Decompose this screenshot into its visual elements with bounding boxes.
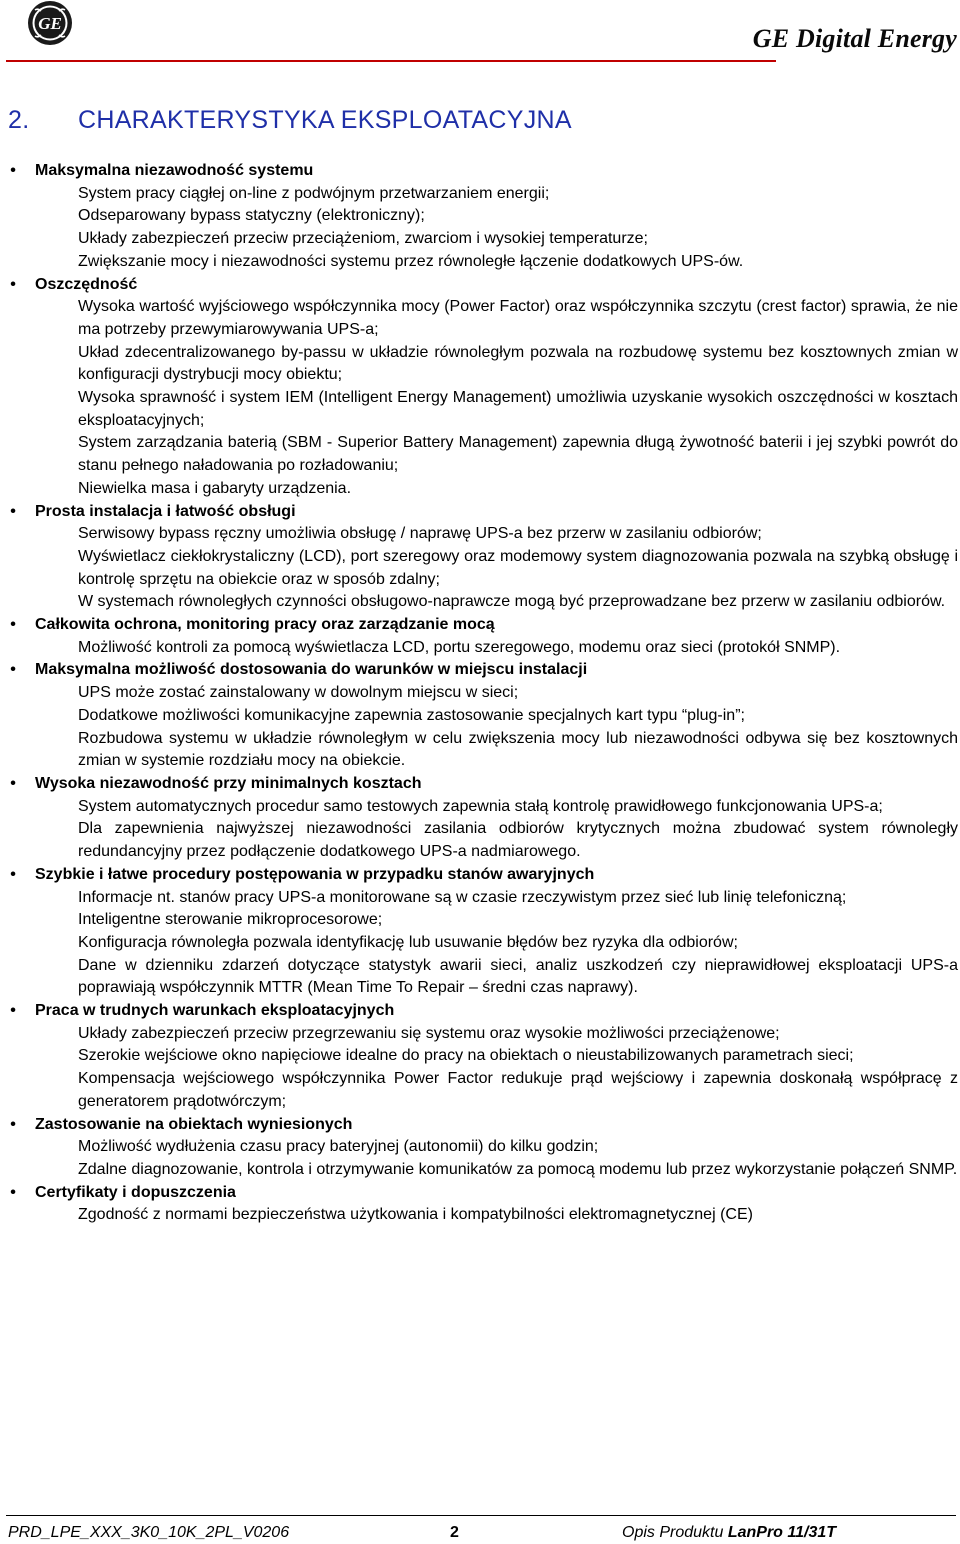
feature-section-title-text: Praca w trudnych warunkach eksploatacyjnych: [35, 1002, 395, 1020]
feature-section-title-text: Maksymalna możliwość dostosowania do warunków w miejscu instalacji: [35, 661, 588, 679]
feature-section-title-text: Maksymalna niezawodność systemu: [35, 162, 314, 179]
feature-item: Wyświetlacz ciekłokrystaliczny (LCD), port szeregowy oraz modemowy system diagnozowania pozwala na szybką obsługę i kontrolę sprzętu na obiekcie oraz w sposób zdalny;: [78, 547, 958, 588]
feature-section: [8, 614, 958, 659]
feature-item: Rozbudowa systemu w układzie równoległym w celu zwiększenia mocy lub niezawodności odbywa się bez kosztownych zmian w systemie rozdziału mocy na obiekcie.: [78, 729, 958, 770]
logo-text: GE: [38, 14, 62, 33]
bullet-icon: •: [10, 1115, 16, 1133]
feature-item: Szerokie wejściowe okno napięciowe idealne do pracy na obiektach o nieustabilizowanych parametrach sieci;: [78, 1047, 854, 1065]
feature-section: [8, 501, 958, 615]
feature-section-title-text: Prosta instalacja i łatwość obsługi: [35, 502, 296, 520]
feature-section-title: [8, 160, 958, 183]
feature-section-title: [8, 1182, 958, 1205]
feature-section-title-text: Oszczędność: [35, 275, 138, 293]
feature-section: [8, 160, 958, 274]
footer-product-prefix: Opis Produktu: [622, 1524, 728, 1541]
document-body: [8, 160, 958, 1227]
feature-item: Dane w dzienniku zdarzeń dotyczące statystyk awarii sieci, analiz uszkodzeń czy nieprawidłowej eksploatacji UPS-a poprawiają współczynnik MTTR (Mean Time To Repair – średni czas naprawy).: [78, 956, 958, 997]
feature-item: Dla zapewnienia najwyższej niezawodności zasilania odbiorów krytycznych można zbudować system równoległy redundancyjny przez podłączenie dodatkowego UPS-a nadmiarowego.: [78, 820, 958, 861]
feature-item: Dodatkowe możliwości komunikacyjne zapewnia zastosowanie specjalnych kart typu “plug-in”;: [78, 706, 745, 724]
feature-item: Zwiększanie mocy i niezawodności systemu przez równoległe łączenie dodatkowych UPS-ów.: [78, 252, 744, 270]
feature-items: [8, 682, 958, 773]
header-divider: [6, 60, 776, 62]
feature-section-title-text: Całkowita ochrona, monitoring pracy oraz zarządzanie mocą: [35, 616, 495, 634]
bullet-icon: •: [10, 502, 16, 520]
feature-section: [8, 1000, 958, 1114]
footer-product-name: LanPro 11/31T: [727, 1524, 837, 1541]
feature-section-title: [8, 501, 958, 524]
bullet-icon: •: [10, 774, 16, 792]
bullet-icon: •: [10, 162, 16, 179]
feature-items: [8, 183, 958, 274]
feature-items: [8, 887, 958, 1001]
feature-items: [8, 1136, 958, 1181]
feature-item: Konfiguracja równoległa pozwala identyfikację lub usuwanie błędów bez ryzyka dla odbiorów;: [78, 933, 738, 951]
footer-divider: [6, 1515, 956, 1516]
feature-item: W systemach równoległych czynności obsługowo-naprawcze mogą być przeprowadzane bez przerw w zasilaniu odbiorów.: [78, 593, 946, 611]
feature-section-title-text: Zastosowanie na obiektach wyniesionych: [35, 1115, 353, 1133]
bullet-icon: •: [10, 865, 16, 883]
feature-item: Wysoka wartość wyjściowego współczynnika mocy (Power Factor) oraz współczynnika szczytu (crest factor) sprawia, że nie ma potrzeby przewymiarowywania UPS-a;: [78, 298, 958, 338]
feature-items: [8, 637, 958, 660]
feature-section: [8, 1114, 958, 1182]
section-heading: [8, 106, 572, 135]
bullet-icon: •: [10, 275, 16, 293]
feature-item: System pracy ciągłej on-line z podwójnym przetwarzaniem energii;: [78, 184, 550, 202]
feature-section-title-text: Wysoka niezawodność przy minimalnych kosztach: [35, 774, 422, 792]
feature-section-title: [8, 1000, 958, 1023]
feature-section: [8, 864, 958, 1000]
feature-item: Zdalne diagnozowanie, kontrola i otrzymywanie komunikatów za pomocą modemu lub przez wykorzystanie połączeń SNMP.: [78, 1160, 958, 1178]
feature-section-title: [8, 274, 958, 297]
feature-section: [8, 659, 958, 773]
feature-item: Układy zabezpieczeń przeciw przeciążeniom, zwarciom i wysokiej temperaturze;: [78, 230, 648, 248]
feature-items: [8, 1204, 958, 1227]
bullet-icon: •: [10, 616, 16, 634]
feature-items: [8, 796, 958, 864]
feature-section-title: [8, 614, 958, 637]
footer-product: [622, 1524, 836, 1542]
feature-items: [8, 1023, 958, 1114]
heading-number: 2.: [8, 106, 30, 134]
brand-name: GE Digital Energy: [752, 24, 957, 53]
bullet-icon: •: [10, 661, 16, 679]
feature-item: Możliwość wydłużenia czasu pracy bateryjnej (autonomii) do kilku godzin;: [78, 1138, 599, 1156]
feature-section-title: [8, 773, 958, 796]
footer-page-number: 2: [450, 1524, 459, 1541]
bullet-icon: •: [10, 1183, 16, 1201]
footer-doc-code: PRD_LPE_XXX_3K0_10K_2PL_V0206: [8, 1524, 290, 1541]
feature-item: Układy zabezpieczeń przeciw przegrzewaniu się systemu oraz wysokie możliwości przeciążenowe;: [78, 1024, 780, 1042]
feature-section-title: [8, 1114, 958, 1137]
feature-section-title-text: Szybkie i łatwe procedury postępowania w przypadku stanów awaryjnych: [35, 865, 595, 883]
feature-section: [8, 773, 958, 864]
feature-item: Niewielka masa i gabaryty urządzenia.: [78, 479, 352, 497]
feature-section-title: [8, 864, 958, 887]
feature-section-title: [8, 659, 958, 682]
feature-section: [8, 1182, 958, 1227]
feature-items: [8, 523, 958, 614]
feature-item: System automatycznych procedur samo testowych zapewnia stałą kontrolę prawidłowego funkcjonowania UPS-a;: [78, 797, 883, 815]
feature-item: Informacje nt. stanów pracy UPS-a monitorowane są w czasie rzeczywistym przez sieć lub linię telefoniczną;: [78, 888, 847, 906]
feature-item: Inteligentne sterowanie mikroprocesorowe;: [78, 911, 383, 929]
feature-items: [8, 296, 958, 500]
feature-item: System zarządzania baterią (SBM - Superior Battery Management) zapewnia długą żywotność baterii i jej szybki powrót do stanu pełnego naładowania po rozładowaniu;: [78, 434, 958, 475]
feature-item: Kompensacja wejściowego współczynnika Power Factor redukuje prąd wejściowy i zapewnia doskonałą współpracę z generatorem prądotwórczym;: [78, 1070, 958, 1110]
feature-item: Serwisowy bypass ręczny umożliwia obsługę / naprawę UPS-a bez przerw w zasilaniu odbiorów;: [78, 525, 762, 543]
heading-title: CHARAKTERYSTYKA EKSPLOATACYJNA: [78, 106, 572, 134]
ge-logo: [27, 0, 73, 46]
feature-item: Odseparowany bypass statyczny (elektroniczny);: [78, 207, 425, 225]
feature-item: Wysoka sprawność i system IEM (Intelligent Energy Management) umożliwia uzyskanie wysokich oszczędności w kosztach eksploatacyjnych;: [78, 389, 958, 429]
bullet-icon: •: [10, 1002, 16, 1020]
feature-item: Możliwość kontroli za pomocą wyświetlacza LCD, portu szeregowego, modemu oraz sieci (protokół SNMP).: [78, 638, 841, 656]
feature-section-title-text: Certyfikaty i dopuszczenia: [35, 1183, 236, 1201]
feature-item: UPS może zostać zainstalowany w dowolnym miejscu w sieci;: [78, 684, 519, 702]
feature-item: Zgodność z normami bezpieczeństwa użytkowania i kompatybilności elektromagnetycznej (CE): [78, 1206, 753, 1224]
feature-section: [8, 274, 958, 501]
feature-item: Układ zdecentralizowanego by-passu w układzie równoległym pozwala na rozbudowę systemu bez kosztownych zmian w konfiguracji dystrybucji mocy obiektu;: [78, 343, 958, 384]
